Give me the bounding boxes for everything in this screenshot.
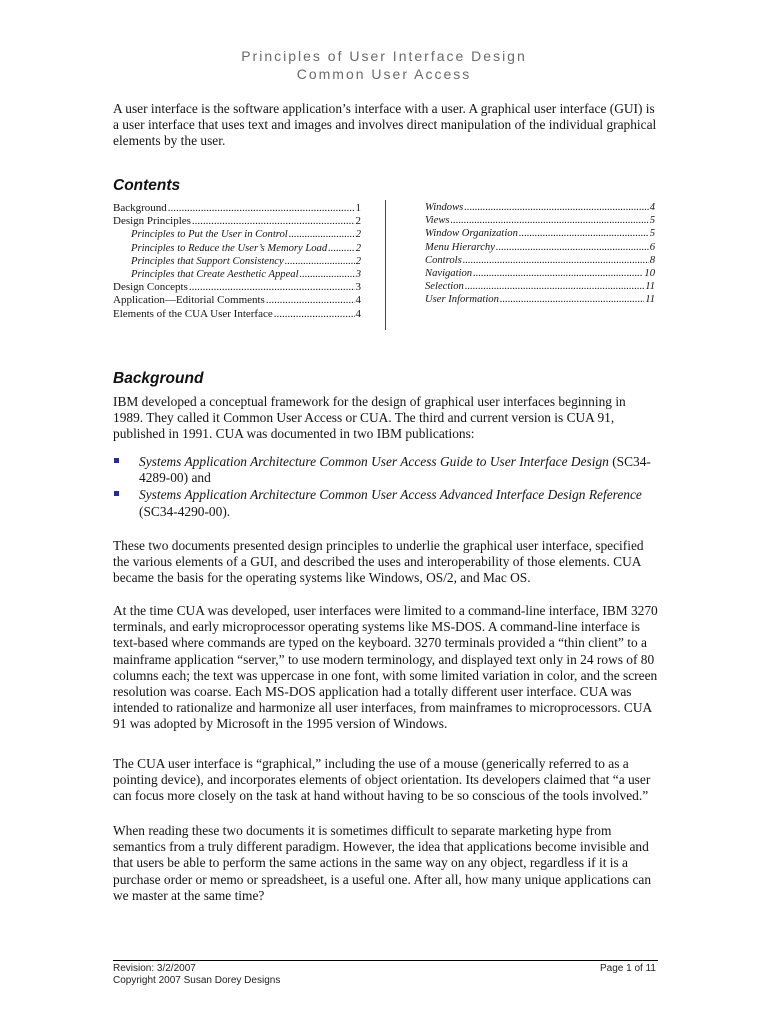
toc-entry-page: 11 — [645, 294, 655, 306]
toc-entry-page: 11 — [645, 281, 655, 293]
toc-entry-page: 2 — [355, 215, 361, 228]
contents-heading: Contents — [113, 177, 181, 194]
toc-entry-page: 3 — [355, 269, 361, 281]
revision-date: Revision: 3/2/2007 — [113, 963, 196, 974]
toc-entry-label: Application—Editorial Comments — [113, 294, 265, 307]
toc-leader-dots — [168, 202, 355, 215]
publication-title: Systems Application Architecture Common User Access Guide to User Interface Design — [139, 454, 609, 469]
toc-entry-page: 4 — [355, 294, 361, 307]
background-paragraph-1: IBM developed a conceptual framework for the design of graphical user interfaces beginning in 1989. They called it Common User Access or CUA. The third and current version is CUA 91, published in 1991. CUA was documented in two IBM publications: — [113, 394, 626, 442]
toc-entry-label: Design Principles — [113, 215, 191, 228]
publication-list — [113, 454, 658, 521]
background-paragraph-2: These two documents presented design principles to underlie the graphical user interface, specified the various elements of a GUI, and described the uses and interoperability of those elements. CUA became the basis for the operating systems like Windows, OS/2, and Mac OS. — [113, 538, 644, 586]
toc-leader-dots — [464, 201, 648, 214]
copyright: Copyright 2007 Susan Dorey Designs — [113, 975, 281, 986]
title-line-2: Common User Access — [296, 66, 472, 82]
toc-leader-dots — [266, 294, 355, 307]
toc-entry[interactable] — [425, 267, 655, 280]
toc-entry-label: Navigation — [425, 268, 473, 280]
toc-entry[interactable] — [425, 293, 655, 306]
toc-leader-dots — [496, 241, 649, 254]
document-title — [0, 47, 768, 83]
toc-right-column — [425, 201, 655, 307]
toc-entry-label: Selection — [425, 281, 464, 293]
footer-left — [113, 963, 280, 987]
toc-leader-dots — [192, 215, 355, 228]
bullet-icon — [114, 491, 119, 496]
toc-leader-dots — [289, 228, 355, 241]
toc-leader-dots — [328, 242, 355, 255]
toc-entry-label: Views — [425, 215, 450, 227]
publication-title: Systems Application Architecture Common User Access Advanced Interface Design Reference — [139, 487, 642, 503]
toc-leader-dots — [189, 281, 355, 294]
toc-leader-dots — [451, 214, 649, 227]
toc-entry[interactable] — [113, 228, 361, 241]
toc-entry[interactable] — [113, 308, 361, 321]
toc-entry-label: User Information — [425, 294, 499, 306]
toc-entry-page: 5 — [649, 228, 655, 240]
toc-entry[interactable] — [113, 281, 361, 294]
toc-entry[interactable] — [113, 242, 361, 255]
toc-leader-dots — [274, 308, 355, 321]
toc-entry-page: 1 — [355, 202, 361, 214]
toc-entry-page: 3 — [355, 281, 361, 294]
toc-entry[interactable] — [113, 268, 361, 281]
toc-entry[interactable] — [425, 214, 655, 227]
toc-entry-label: Principles that Create Aesthetic Appeal — [131, 269, 299, 281]
toc-divider — [385, 200, 386, 330]
toc-entry[interactable] — [425, 254, 655, 267]
toc-leader-dots — [473, 267, 643, 280]
toc-entry-label: Principles to Put the User in Control — [131, 229, 288, 241]
page-number: Page 1 of 11 — [600, 963, 656, 974]
toc-entry-page: 2 — [355, 255, 361, 267]
toc-entry-label: Background — [113, 202, 167, 214]
toc-leader-dots — [463, 254, 649, 267]
toc-leader-dots — [285, 255, 355, 268]
bullet-icon — [114, 458, 119, 463]
toc-entry-page: 4 — [649, 202, 655, 213]
toc-entry-page: 2 — [355, 242, 361, 254]
toc-leader-dots — [465, 280, 644, 293]
toc-entry[interactable] — [425, 280, 655, 293]
toc-entry-page: 6 — [649, 241, 655, 253]
toc-entry[interactable] — [113, 215, 361, 228]
toc-entry-page: 4 — [355, 307, 361, 320]
background-paragraph-4: The CUA user interface is “graphical,” including the use of a mouse (generically referred to as a pointing device), and incorporates elements of object orientation. Its developers claimed that “a user can focus more closely on the task at hand without having to be so conscious of the tools involved.” — [113, 756, 651, 804]
toc-leader-dots — [500, 293, 644, 306]
list-item — [113, 454, 658, 486]
publication-code: (SC34-4290-00). — [139, 503, 231, 519]
toc-entry-label: Windows — [425, 202, 464, 213]
toc-leader-dots — [300, 268, 355, 281]
list-item — [113, 487, 658, 519]
publication-code: (SC34-4289-00) and — [139, 454, 651, 486]
toc-left-column — [113, 202, 361, 321]
toc-entry[interactable] — [425, 227, 655, 240]
toc-entry-label: Menu Hierarchy — [425, 241, 495, 253]
toc-entry-page: 5 — [649, 215, 655, 227]
toc-entry[interactable] — [113, 255, 361, 268]
background-paragraph-5: When reading these two documents it is sometimes difficult to separate marketing hype from semantics from a truly different paradigm. However, the idea that applications become invisible and that users be able to perform the same actions in the same way on any object, regardless if it is a purchase order or memo or spreadsheet, is a useful one. After all, how many unique applications can we master at the same time? — [113, 823, 652, 903]
toc-entry[interactable] — [425, 201, 655, 214]
toc-entry-page: 2 — [355, 229, 361, 241]
background-heading: Background — [113, 370, 204, 387]
intro-paragraph: A user interface is the software application’s interface with a user. A graphical user interface (GUI) is a user interface that uses text and images and involves direct manipulation of the individual graphical elements by the user. — [113, 101, 657, 149]
toc-entry-label: Principles that Support Consistency — [131, 255, 284, 267]
toc-entry-label: Elements of the CUA User Interface — [113, 307, 273, 320]
toc-entry-label: Controls — [425, 254, 462, 266]
toc-entry[interactable] — [425, 241, 655, 254]
toc-entry-page: 10 — [644, 268, 655, 280]
background-paragraph-3: At the time CUA was developed, user interfaces were limited to a command-line interface, IBM 3270 terminals, and early microprocessor operating systems like MS-DOS. A command-line interface is text-based where commands are typed on the keyboard. 3270 terminals provided a “thin client” to a mainframe application “server,” to use modern terminology, and displayed text only in 24 rows of 80 columns each; the text was uppercase in one font, with some limited variation in color, and the screen resolution was coarse. Each MS-DOS application had a totally different user interface. CUA was intended to rationalize and harmonize all user interfaces, from mainframes to microprocessors. CUA 91 was adopted by Microsoft in the 1995 version of Windows. — [113, 603, 658, 732]
toc-entry-label: Principles to Reduce the User’s Memory Load — [131, 242, 328, 254]
toc-entry-label: Window Organization — [425, 228, 518, 240]
toc-entry[interactable] — [113, 294, 361, 307]
toc-leader-dots — [519, 227, 649, 240]
toc-entry[interactable] — [113, 202, 361, 215]
title-line-1: Principles of User Interface Design — [241, 48, 527, 64]
toc-entry-page: 8 — [649, 254, 655, 266]
footer-rule — [113, 960, 658, 961]
toc-entry-label: Design Concepts — [113, 281, 188, 294]
